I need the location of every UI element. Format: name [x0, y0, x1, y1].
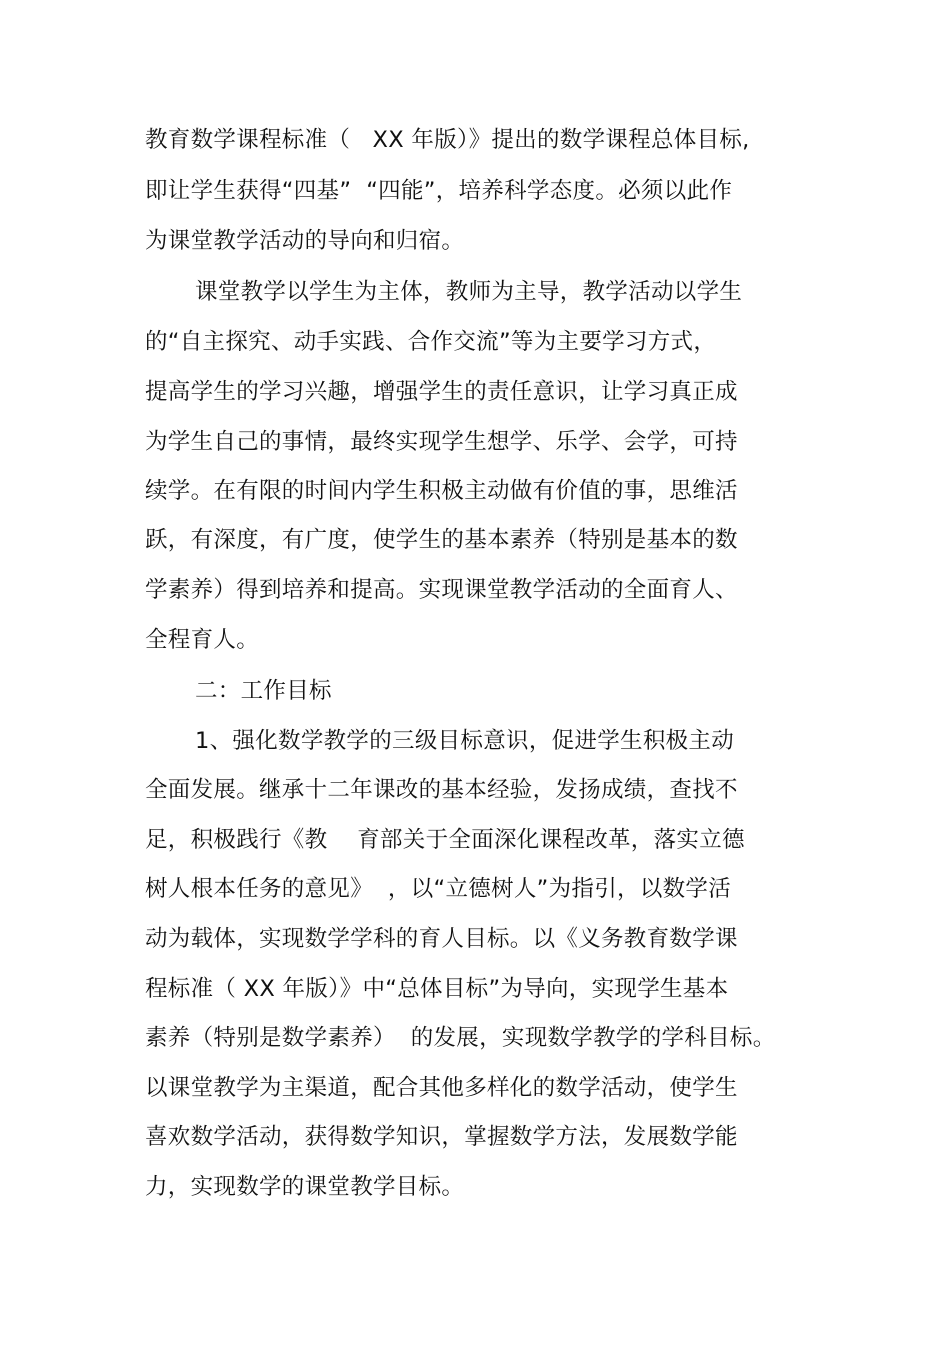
- text-line-6: 提高学生的学习兴趣，增强学生的责任意识，让学习真正成: [145, 379, 738, 405]
- text-line-22: 力，实现数学的课堂教学目标。: [145, 1174, 465, 1200]
- text-line-7: 为学生自己的事情，最终实现学生想学、乐学、会学，可持: [145, 429, 738, 455]
- text-line-3: 为课堂教学活动的导向和归宿。: [145, 228, 465, 254]
- text-line-10: 学素养）得到培养和提高。实现课堂教学活动的全面育人、: [145, 577, 738, 603]
- text-line-13: 1、强化数学教学的三级目标意识，促进学生积极主动: [195, 728, 735, 754]
- text-line-16: 树人根本任务的意见》 ，以“立德树人”为指引，以数学活: [145, 876, 732, 902]
- text-line-4: 课堂教学以学生为主体，教师为主导，教学活动以学生: [195, 279, 743, 305]
- text-line-21: 喜欢数学活动，获得数学知识，掌握数学方法，发展数学能: [145, 1124, 738, 1150]
- text-line-5: 的“自主探究、动手实践、合作交流”等为主要学习方式，: [145, 329, 717, 355]
- text-line-1: 教育数学课程标准（ XX 年版）》提出的数学课程总体目标,: [145, 127, 750, 153]
- text-line-2: 即让学生获得“四基” “四能”，培养科学态度。必须以此作: [145, 178, 733, 204]
- text-line-18: 程标准（ XX 年版）》中“总体目标”为导向，实现学生基本: [145, 976, 729, 1002]
- text-line-14: 全面发展。继承十二年课改的基本经验，发扬成绩，查找不: [145, 777, 738, 803]
- text-line-8: 续学。在有限的时间内学生积极主动做有价值的事，思维活: [145, 478, 738, 504]
- text-line-17: 动为载体，实现数学学科的育人目标。以《义务教育数学课: [145, 926, 738, 952]
- text-line-9: 跃，有深度，有广度，使学生的基本素养（特别是基本的数: [145, 527, 738, 553]
- section-heading: 二：工作目标: [195, 678, 332, 704]
- text-line-11: 全程育人。: [145, 627, 260, 653]
- text-line-19: 素养（特别是数学素养） 的发展，实现数学教学的学科目标。: [145, 1025, 776, 1051]
- text-line-15: 足，积极践行《教 育部关于全面深化课程改革，落实立德: [145, 827, 745, 853]
- text-line-20: 以课堂教学为主渠道，配合其他多样化的数学活动，使学生: [145, 1075, 738, 1101]
